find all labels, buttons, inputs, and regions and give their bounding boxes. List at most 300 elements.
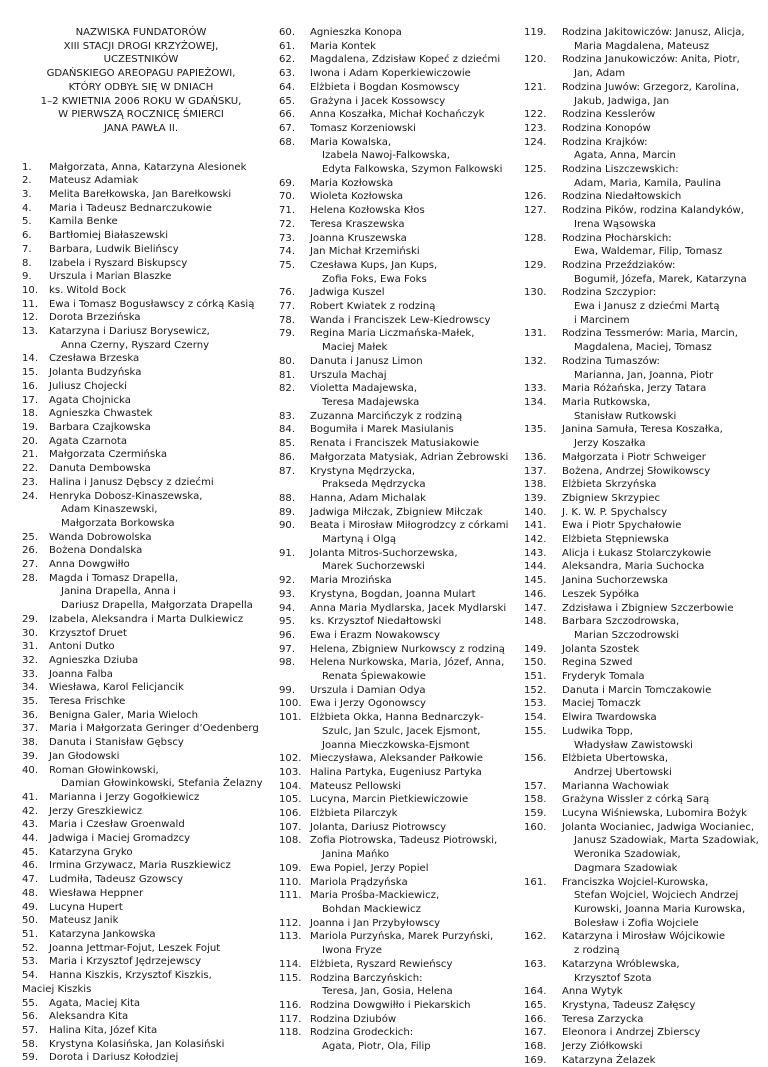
item-names [562,752,760,779]
item-name-line: Szulc, Jan Szulc, Jacek Ejsmont, [322,725,481,737]
item-name-line: Mateusz Adamiak [49,175,139,187]
item-number: 109. [279,862,302,874]
item-name-line: Bartłomiej Białaszewski [49,230,169,242]
item-name-line: Bogumił, Józefa, Marek, Katarzyna [574,273,747,285]
item-names [562,163,760,190]
item-names [310,862,519,876]
list-item [524,506,760,520]
item-name-line: Jadwiga Kuszel [310,287,385,299]
item-number: 16. [22,380,39,392]
list-item [524,615,760,642]
item-name-line: Regina Szwed [562,657,633,669]
item-name-line: Janina Samuła, Teresa Koszałka, [562,424,723,436]
item-name-line: Rodzina Juwów: Grzegorz, Karolina, [562,81,740,93]
item-name-line: Jakub, Jadwiga, Jan [574,95,670,107]
heading-line: KTÓRY ODBYŁ SIĘ W DNIACH [68,81,214,93]
item-names [49,161,254,175]
item-number: 37. [22,723,39,735]
item-name-line: Elżbieta Pilarczyk [310,808,398,820]
item-number: 91. [279,547,296,559]
item-name-line: Lucyna, Marcin Pietkiewiczowie [310,794,469,806]
item-number: 99. [279,684,296,696]
item-name-line: Barbara, Ludwik Bielińscy [49,243,179,255]
donor-list-1 [22,161,263,1065]
item-names [562,643,760,657]
item-names [562,26,760,53]
item-name-line: Jadwiga i Maciej Gromadzcy [49,833,191,845]
item-names [562,697,760,711]
item-number: 21. [22,449,39,461]
item-name-line: Rodzina Krajków: [562,136,648,148]
list-item [279,602,519,616]
item-name-line: Joanna Jettmar-Fojut, Leszek Fojut [49,942,221,954]
list-item [279,780,519,794]
list-item [524,136,760,163]
item-number: 125. [524,164,547,176]
item-number: 108. [279,835,302,847]
item-name-line: Zuzanna Marcińczyk z rodziną [310,410,463,422]
item-number: 11. [22,298,39,310]
item-names [562,355,760,382]
item-number: 44. [22,833,39,845]
item-names [310,259,519,286]
item-number: 55. [22,997,39,1009]
item-number: 100. [279,698,302,710]
item-name-line: J. K. W. P. Spychalscy [562,506,668,518]
item-number: 134. [524,396,547,408]
item-names [310,930,519,957]
list-item [524,1054,760,1067]
item-name-line: Urszula i Damian Odya [310,684,426,696]
list-item [22,421,254,435]
item-number: 74. [279,246,296,258]
list-item [524,656,760,670]
list-item [279,177,519,191]
item-names [49,298,254,312]
item-names [49,284,254,298]
item-number: 131. [524,328,547,340]
item-number: 46. [22,860,39,872]
item-names [310,506,519,520]
list-item [524,1040,760,1054]
item-name-line: Danuta i Marcin Tomczakowie [562,684,712,696]
item-names [310,136,519,177]
list-item [279,314,519,328]
item-name-line: Rodzina Szczypior: [562,287,657,299]
list-item [22,887,254,901]
item-name-line: Anna Dowgwiłło [49,559,130,571]
item-name-line: Marianna Wachowiak [562,780,669,792]
item-number: 104. [279,780,302,792]
item-names [49,627,254,641]
item-name-line: Jerzy Ziółkowski [562,1041,643,1053]
list-item [279,519,519,546]
item-name-line: Roman Głowinkowski, [49,764,159,776]
item-names [310,615,519,629]
item-names [49,380,254,394]
item-name-line: Halina i Janusz Dębscy z dziećmi [49,476,214,488]
item-name-line: Agnieszka Chwastek [49,408,153,420]
item-name-line: Rodzina Niedałtowskich [562,191,682,203]
item-number: 88. [279,492,296,504]
item-name-line: Maria i Małgorzata Geringer d’Oedenberg [49,723,259,735]
item-name-line: Magda i Tomasz Drapella, [49,572,179,584]
list-item [279,862,519,876]
item-names [310,465,519,492]
list-item [22,805,254,819]
item-name-line: Kamila Benke [49,216,118,228]
list-item [279,451,519,465]
item-names [310,917,519,931]
item-name-line: Jan Michał Krzemiński [310,246,420,258]
item-number: 146. [524,588,547,600]
item-name-line: Janina Drapella, Anna i [61,586,176,598]
list-item [22,873,254,887]
list-item [22,572,254,613]
list-item [22,613,254,627]
item-names [562,423,760,450]
item-name-line: Maria Różańska, Jerzy Tatara [562,383,707,395]
item-name-line: Benigna Galer, Maria Wieloch [49,709,199,721]
item-number: 143. [524,547,547,559]
item-name-line: Mieczysława, Aleksander Pałkowie [310,753,483,765]
item-name-line: Barbara Szczodrowska, [562,616,680,628]
item-name-line: Mariola Purzyńska, Marek Purzyński, [310,931,494,943]
item-number: 34. [22,682,39,694]
item-names [310,958,519,972]
item-name-line: i Marcinem [574,314,630,326]
list-item [22,215,254,229]
item-name-line: Ewa, Waldemar, Filip, Tomasz [574,246,723,258]
list-item [279,423,519,437]
list-item [279,629,519,643]
list-item [22,955,254,969]
list-item [22,736,254,750]
item-names [49,448,254,462]
list-item [22,435,254,449]
list-item [524,697,760,711]
list-item [524,355,760,382]
item-number: 113. [279,931,302,943]
list-item [524,108,760,122]
item-number: 72. [279,218,296,230]
item-names [310,793,519,807]
list-item [22,558,254,572]
list-item [279,793,519,807]
item-name-line: Maria Rutkowska, [562,396,651,408]
item-number: 157. [524,780,547,792]
item-number: 51. [22,929,39,940]
item-names [49,325,254,352]
item-number: 17. [22,394,39,406]
item-number: 62. [279,54,296,66]
list-item [524,423,760,450]
list-item [279,711,519,752]
item-name-line: Rodzina Pików, rodzina Kalandyków, [562,205,744,217]
item-number: 152. [524,684,547,696]
item-name-line: Agnieszka Konopa [310,27,402,38]
item-number: 82. [279,383,296,395]
item-name-line: Czesława Brzeska [49,353,140,365]
item-number: 169. [524,1054,547,1066]
item-name-line: Maciej Kiszkis [22,983,92,995]
item-names [310,519,519,546]
list-item [279,1026,519,1053]
item-number: 150. [524,657,547,669]
heading-line: NAZWISKA FUNDATORÓW [75,27,207,38]
list-item [524,999,760,1013]
item-name-line: Andrzej Ubertowski [574,766,672,778]
item-names [310,232,519,246]
item-names [562,793,760,807]
item-number: 94. [279,602,296,614]
item-name-line: Zbigniew Skrzypiec [562,492,661,504]
item-names [562,560,760,574]
item-number: 32. [22,654,39,666]
item-name-line: Krystyna, Bogdan, Joanna Mulart [310,588,476,600]
list-item [22,174,254,188]
item-names [49,1010,254,1024]
item-number: 63. [279,68,296,80]
list-item [279,218,519,232]
item-name-line: Urszula i Marian Blaszke [49,271,172,283]
list-item [279,697,519,711]
item-name-line: Jerzy Greszkiewicz [49,805,143,817]
item-names [562,81,760,108]
item-name-line: Mateusz Janik [49,915,119,927]
item-name-line: Joanna Mieczkowska-Ejsmont [322,739,470,751]
item-name-line: Eleonora i Andrzej Zbierscy [562,1027,701,1039]
list-item [279,615,519,629]
item-name-line: z rodziną [574,945,620,957]
list-item [279,547,519,574]
item-names [562,807,760,821]
item-names [310,1026,519,1053]
item-names [562,1026,760,1040]
list-item [279,876,519,890]
list-item [22,544,254,558]
item-name-line: Rodzina Kesslerów [562,109,656,121]
item-name-line: Halina Partyka, Eugeniusz Partyka [310,766,482,778]
item-names [562,108,760,122]
item-name-line: Danuta Dembowska [49,463,151,475]
item-name-line: Teresa Zarzycka [562,1013,644,1025]
item-number: 122. [524,109,547,121]
item-names [310,999,519,1013]
item-names [562,670,760,684]
item-number: 167. [524,1027,547,1039]
item-name-line: Teresa, Jan, Gosia, Helena [322,986,453,998]
item-names [562,1013,760,1027]
item-name-line: Elżbieta, Ryszard Rewieńscy [310,958,453,970]
item-name-line: Stanisław Rutkowski [574,410,677,422]
item-number: 149. [524,643,547,655]
item-names [562,122,760,136]
item-names [310,752,519,766]
item-name-line: Czesława Kups, Jan Kups, [310,259,438,271]
item-number: 127. [524,205,547,217]
item-number: 54. [22,970,39,982]
item-number: 130. [524,287,547,299]
heading-line: UCZESTNIKÓW [103,54,179,66]
list-item [524,602,760,616]
item-names [49,394,254,408]
list-item [22,1010,254,1024]
item-names [562,1040,760,1054]
list-item [22,490,254,531]
list-item [22,914,254,928]
list-item [279,190,519,204]
list-item [524,327,760,354]
list-item [279,437,519,451]
item-name-line: Jan, Adam [574,68,626,80]
list-item [22,722,259,736]
list-item [524,1026,760,1040]
item-names [310,53,519,67]
item-number: 137. [524,465,547,477]
item-name-line: Rodzina Płocharskich: [562,232,672,244]
item-name-line: Maciej Małek [322,342,388,354]
item-name-line: Stefan Wojciel, Wojciech Andrzej [574,890,739,902]
item-name-line: Jerzy Koszałka [574,438,646,450]
item-number: 120. [524,54,547,66]
item-name-line: Danuta i Stanisław Gębscy [49,737,184,749]
item-name-line: Dorota i Dariusz Kołodziej [49,1052,179,1064]
item-names [49,270,254,284]
item-name-line: Krystyna Mędrzycka, [310,465,416,477]
item-names [310,286,519,300]
item-names [49,1051,254,1065]
item-name-line: Beata i Mirosław Miłogrodzcy z córkami [310,520,509,532]
list-item [524,752,760,779]
list-item [524,711,760,725]
item-name-line: Jadwiga Miłczak, Zbigniew Miłczak [310,506,483,518]
list-item [22,695,254,709]
item-names [310,108,519,122]
list-item [524,451,760,465]
item-number: 64. [279,81,296,93]
item-names [49,654,254,668]
list-item [279,1013,519,1027]
item-number: 85. [279,438,296,450]
item-names [310,369,519,383]
item-name-line: Iwona i Adam Koperkiewiczowie [310,68,471,80]
item-name-line: Rodzina Przeździaków: [562,259,676,271]
list-item [524,807,760,821]
item-name-line: Maria Kontek [310,40,376,52]
list-item [22,257,254,271]
item-number: 25. [22,531,39,543]
item-number: 76. [279,287,296,299]
item-name-line: Wiesława, Karol Felicjancik [49,682,184,694]
item-name-line: Jolanta Mitros-Suchorzewska, [310,547,458,559]
list-item [279,752,519,766]
item-number: 117. [279,1013,302,1025]
item-name-line: Helena Kozłowska Kłos [310,205,425,217]
item-name-line: Elwira Twardowska [562,712,657,724]
list-item [524,547,760,561]
list-item [22,325,254,352]
item-names [49,188,254,202]
item-number: 123. [524,122,547,134]
item-name-line: Anna Koszałka, Michał Kochańczyk [310,109,485,121]
item-name-line: Agnieszka Dziuba [49,654,139,666]
item-number: 140. [524,506,547,518]
item-name-line: Bolesław i Zofia Wojciele [574,917,699,929]
item-names [49,859,254,873]
item-name-line: Izabela Nawoj-Falkowska, [322,150,450,162]
item-names [49,476,254,490]
item-number: 3. [22,189,32,201]
item-number: 36. [22,709,39,721]
item-number: 114. [279,958,302,970]
donor-list-3 [524,26,760,1067]
list-item [279,122,519,136]
list-item [524,232,760,259]
item-name-line: Rodzina Janukowiczów: Anita, Piotr, [562,54,740,66]
item-names [310,780,519,794]
item-names [310,876,519,890]
item-names [49,914,254,928]
item-name-line: ks. Krzysztof Niedałtowski [310,616,442,628]
list-item [524,81,760,108]
list-item [279,300,519,314]
item-number: 15. [22,367,39,379]
item-name-line: Mariola Prądzyńska [310,876,408,888]
item-name-line: Ewa i Jerzy Ogonowscy [310,698,426,710]
list-item [22,640,254,654]
list-item [22,366,254,380]
item-number: 93. [279,588,296,600]
item-name-line: Bogumiła i Marek Masiulanis [310,424,454,436]
item-number: 84. [279,424,296,436]
item-names [49,558,254,572]
item-names [49,846,254,860]
item-names [49,202,254,216]
item-number: 106. [279,808,302,820]
item-name-line: Marianna, Jan, Joanna, Piotr [574,369,714,381]
item-names [310,766,519,780]
list-item [22,352,254,366]
item-number: 71. [279,205,296,217]
list-item [524,163,760,190]
item-names [310,177,519,191]
item-names [49,997,254,1011]
list-item [279,834,519,861]
item-number: 95. [279,616,296,628]
item-names [310,889,519,916]
item-name-line: Janusz Szadowiak, Marta Szadowiak, [574,835,759,847]
item-names [49,736,254,750]
item-number: 124. [524,136,547,148]
item-number: 43. [22,819,39,831]
list-item [22,407,254,421]
item-number: 4. [22,202,32,214]
heading-line: GDAŃSKIEGO AREOPAGU PAPIEŻOWI, [46,68,236,80]
item-number: 166. [524,1013,547,1025]
item-names [562,396,760,423]
item-names [562,985,760,999]
item-name-line: Elżbieta Skrzyńska [562,479,657,491]
item-number: 40. [22,764,39,776]
item-name-line: Wanda i Franciszek Lew-Kiedrowscy [310,314,491,326]
item-number: 28. [22,572,39,584]
list-item [279,643,519,657]
item-name-line: Krzysztof Druet [49,627,127,639]
item-names [562,1054,760,1067]
list-item [279,656,519,683]
item-names [562,602,760,616]
